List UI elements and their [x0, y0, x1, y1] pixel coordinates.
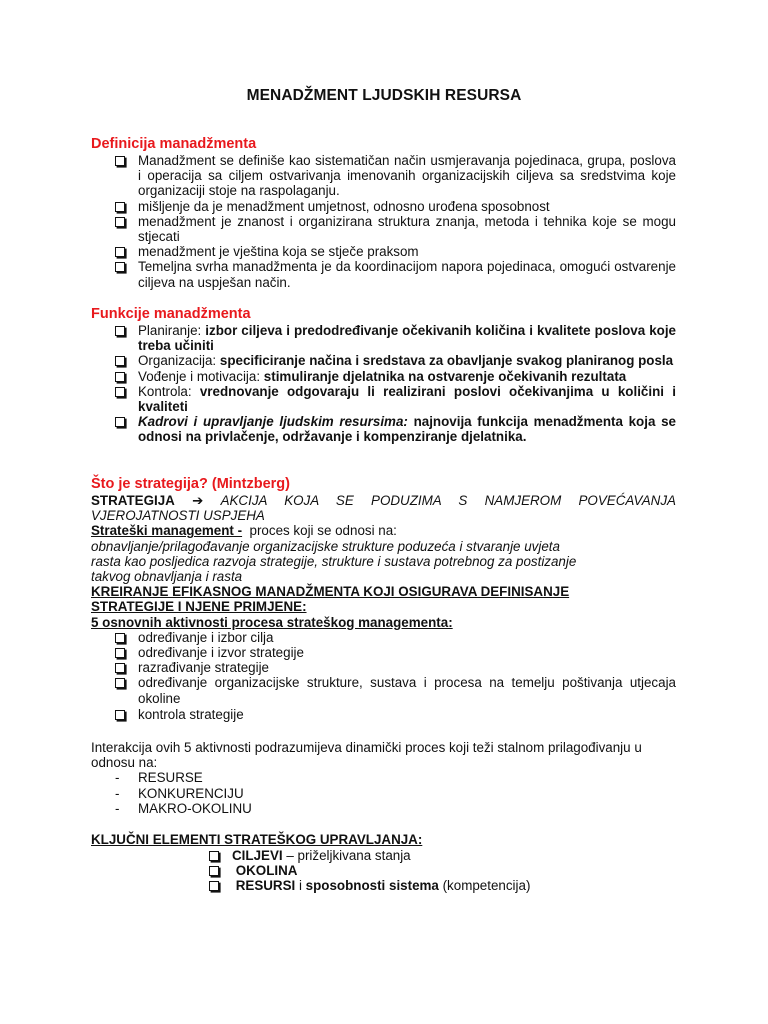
list-item: menadžment je znanost i organizirana struktura znanja, metoda i tehnika koje se mogu stjecati	[91, 214, 676, 244]
checkbox-bullet-icon	[115, 417, 125, 427]
list-item: CILJEVI – priželjkivana stanja	[206, 848, 606, 863]
list-item: - RESURSE	[115, 770, 203, 786]
checkbox-bullet-icon	[209, 851, 219, 861]
checkbox-bullet-icon	[115, 678, 125, 688]
kreiranje-heading: KREIRANJE EFIKASNOG MANADŽMENTA KOJI OSIGURAVA DEFINISANJE STRATEGIJE I NJENE PRIMJENE:	[91, 584, 570, 615]
dash-bullet-icon: -	[115, 800, 120, 816]
kljucni-elementi-block	[91, 832, 676, 847]
interakcija-paragraph-block	[91, 740, 676, 816]
funkcije-list	[91, 323, 676, 445]
checkbox-bullet-icon	[115, 648, 125, 658]
strateski-management-description: obnavljanje/prilagođavanje organizacijske strukture poduzeća i stvaranje uvjeta rasta kao posljedica razvoja strategije, strukture i sustava potrebnog za postizanje takvog obnavljanja i rasta	[91, 538, 577, 585]
kljucni-elementi-heading: KLJUČNI ELEMENTI STRATEŠKOG UPRAVLJANJA:	[91, 832, 423, 847]
list-item: Manadžment se definiše kao sistematičan način usmjeravanja pojedinaca, grupa, poslova i operacija sa ciljem ostvarivanja imenovanih organizacijskih ciljeva sa sredstvima koje organizaciji stoje na raspolaganju.	[91, 153, 676, 199]
list-item: - KONKURENCIJU	[115, 785, 244, 801]
checkbox-bullet-icon	[115, 202, 125, 212]
checkbox-bullet-icon	[115, 156, 125, 166]
checkbox-bullet-icon	[209, 866, 219, 876]
section-definicija	[91, 136, 676, 290]
dash-bullet-icon: -	[115, 785, 120, 801]
list-item: određivanje i izvor strategije	[91, 645, 676, 660]
list-item: Kontrola: vrednovanje odgovaraju li realizirani poslovi očekivanjima u količini i kvaliteti	[91, 384, 676, 414]
list-item: RESURSI i sposobnosti sistema (kompetencija)	[206, 878, 606, 893]
list-item: mišljenje da je menadžment umjetnost, odnosno urođena sposobnost	[91, 199, 676, 214]
section-heading-funkcije: Funkcije manadžmenta	[91, 306, 251, 322]
list-item: određivanje i izbor cilja	[91, 630, 676, 645]
strategija-definition: STRATEGIJA ➔ AKCIJA KOJA SE PODUZIMA S NAMJEROM POVEĆAVANJA VJEROJATNOSTI USPJEHA	[91, 493, 676, 524]
interakcija-paragraph: Interakcija ovih 5 aktivnosti podrazumijeva dinamički proces koji teži stalnom prilagođivanju u odnosu na:	[91, 740, 642, 771]
checkbox-bullet-icon	[115, 633, 125, 643]
checkbox-bullet-icon	[115, 372, 125, 382]
five-activities-heading: 5 osnovnih aktivnosti procesa strateškog managementa:	[91, 614, 453, 630]
strateski-management-line: Strateški management - proces koji se odnosi na:	[91, 523, 397, 539]
list-item: određivanje organizacijske strukture, sustava i procesa na temelju poštivanja utjecaja okoline	[91, 675, 676, 705]
list-item: OKOLINA	[206, 863, 606, 878]
arrow-right-icon: ➔	[192, 493, 204, 508]
list-item: - MAKRO-OKOLINU	[115, 800, 252, 816]
checkbox-bullet-icon	[209, 881, 219, 891]
checkbox-bullet-icon	[115, 326, 125, 336]
five-activities-list	[91, 630, 676, 722]
list-item: razrađivanje strategije	[91, 660, 676, 675]
checkbox-bullet-icon	[115, 262, 125, 272]
list-item: menadžment je vještina koja se stječe praksom	[91, 244, 676, 259]
dash-bullet-icon: -	[115, 770, 120, 786]
list-item: Temeljna svrha manadžmenta je da koordinacijom napora pojedinaca, omogući ostvarenje ciljeva na uspješan način.	[91, 259, 676, 289]
document-title: MENADŽMENT LJUDSKIH RESURSA	[246, 87, 522, 104]
checkbox-bullet-icon	[115, 247, 125, 257]
checkbox-bullet-icon	[115, 217, 125, 227]
list-item: Organizacija: specificiranje načina i sredstava za obavljanje svakog planiranog posla	[91, 353, 676, 368]
kljucni-elementi-list	[206, 848, 606, 894]
section-heading-strategija: Što je strategija? (Mintzberg)	[91, 476, 290, 492]
section-heading-definicija: Definicija manadžmenta	[91, 136, 257, 152]
dash-list	[91, 770, 676, 816]
checkbox-bullet-icon	[115, 663, 125, 673]
list-item: kontrola strategije	[91, 707, 676, 722]
section-strategija	[91, 476, 676, 722]
checkbox-bullet-icon	[115, 710, 125, 720]
definicija-list	[91, 153, 676, 290]
checkbox-bullet-icon	[115, 356, 125, 366]
list-item: Kadrovi i upravljanje ljudskim resursima: najnovija funkcija menadžmenta koja se odnosi na privlačenje, održavanje i kompenziranje djelatnika.	[91, 414, 676, 444]
checkbox-bullet-icon	[115, 387, 125, 397]
section-funkcije	[91, 306, 676, 445]
list-item: Vođenje i motivacija: stimuliranje djelatnika na ostvarenje očekivanih rezultata	[91, 369, 676, 384]
list-item: Planiranje: izbor ciljeva i predodređivanje očekivanih količina i kvalitete poslova koje treba učiniti	[91, 323, 676, 353]
